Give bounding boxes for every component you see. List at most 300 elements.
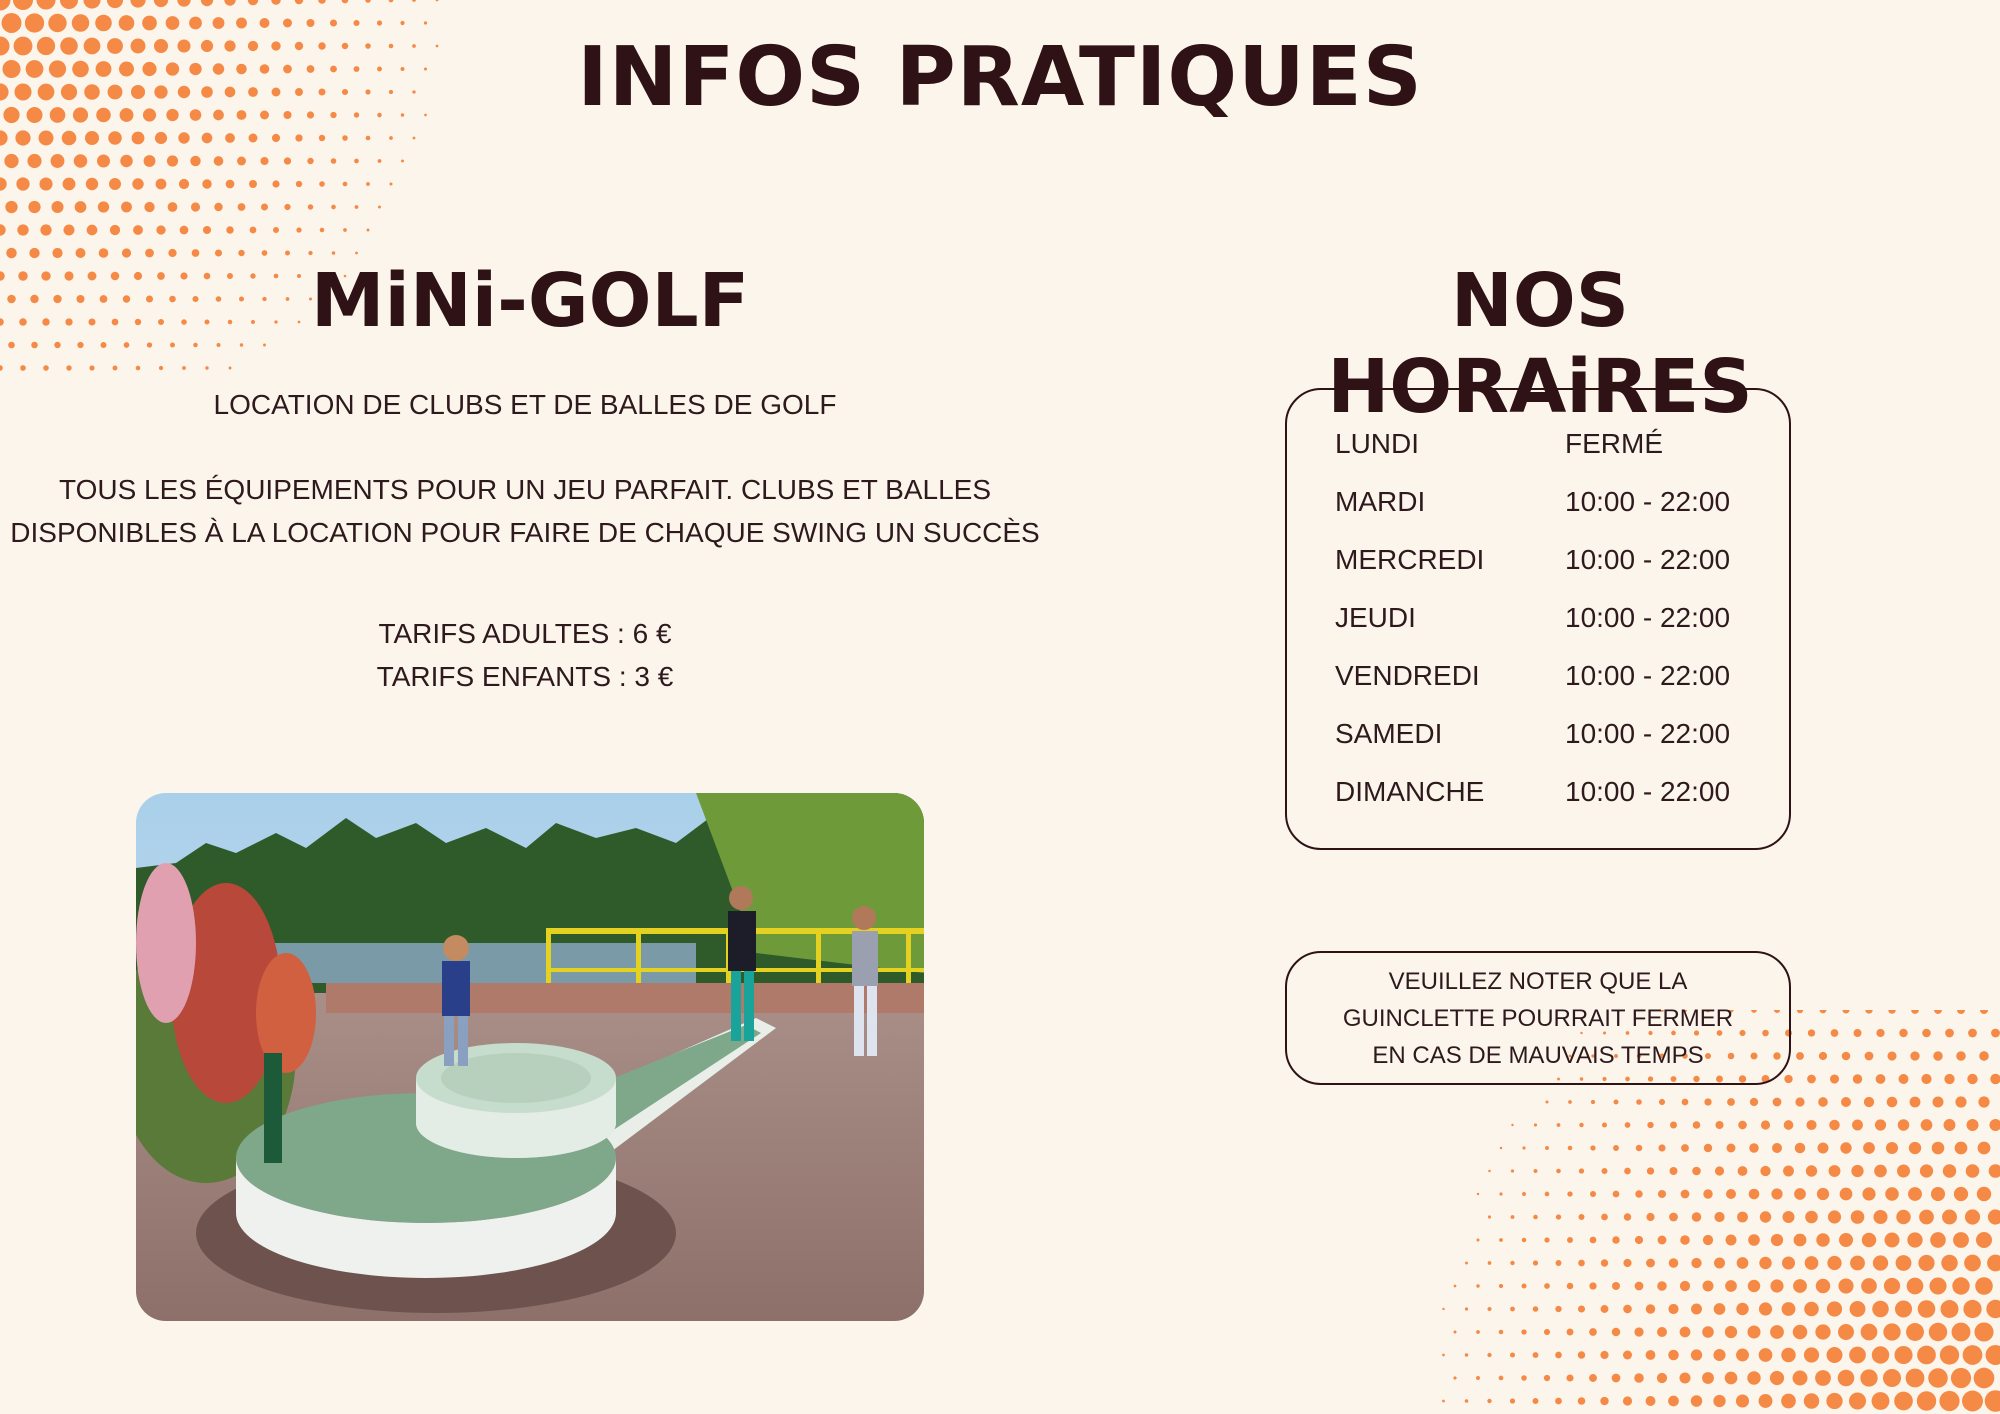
halftone-dot — [1533, 1352, 1539, 1358]
halftone-dot — [1907, 1278, 1924, 1295]
halftone-dot — [177, 0, 190, 7]
halftone-dot — [1612, 1236, 1619, 1243]
halftone-dot — [1883, 1323, 1900, 1340]
halftone-dot — [1884, 1278, 1900, 1294]
halftone-dot — [1545, 1146, 1549, 1150]
halftone-dot — [1940, 1345, 1959, 1364]
halftone-dot — [1838, 1278, 1853, 1293]
halftone-dot — [1851, 1210, 1865, 1224]
halftone-dot — [1533, 1398, 1539, 1404]
halftone-dot — [295, 0, 304, 4]
halftone-dot — [261, 203, 268, 210]
halftone-dot — [1715, 1121, 1723, 1129]
halftone-dot — [1601, 1214, 1608, 1221]
halftone-dot — [1702, 1326, 1714, 1338]
halftone-dot — [1976, 1232, 1992, 1248]
halftone-dot — [202, 133, 213, 144]
halftone-dot — [5, 201, 17, 213]
halftone-dot — [154, 0, 168, 7]
halftone-dot — [132, 132, 145, 145]
halftone-dot — [60, 0, 78, 9]
halftone-dot — [1613, 1145, 1619, 1151]
halftone-dot — [343, 182, 348, 187]
halftone-dot — [1807, 1075, 1816, 1084]
halftone-dot — [1759, 1302, 1772, 1315]
halftone-dot — [229, 367, 232, 370]
halftone-dot — [130, 0, 145, 8]
halftone-dot — [1962, 1391, 1983, 1412]
halftone-dot — [1957, 1010, 1965, 1014]
halftone-dot — [1600, 1397, 1608, 1405]
halftone-dot — [111, 272, 120, 281]
halftone-dot — [1534, 1123, 1537, 1126]
description-line-2: DISPONIBLES À LA LOCATION POUR FAIRE DE CHAQUE SWING UN SUCCÈS — [10, 517, 1040, 548]
halftone-dot — [1737, 1257, 1749, 1269]
halftone-dot — [1590, 1237, 1597, 1244]
halftone-dot — [86, 178, 98, 190]
halftone-dot — [1522, 1146, 1525, 1149]
halftone-dot — [1601, 1259, 1608, 1266]
halftone-dot — [41, 271, 50, 280]
halftone-dot — [1499, 1376, 1504, 1381]
halftone-dot — [1930, 1232, 1946, 1248]
halftone-dot — [1861, 1278, 1877, 1294]
halftone-dot — [1781, 1348, 1795, 1362]
halftone-dot — [1805, 1211, 1818, 1224]
halftone-dot — [1910, 1051, 1919, 1060]
halftone-dot — [158, 319, 164, 325]
halftone-dot — [1895, 1300, 1912, 1317]
halftone-dot — [1782, 1256, 1795, 1269]
halftone-dot — [204, 273, 211, 280]
halftone-dot — [226, 180, 235, 189]
halftone-dot — [1579, 1168, 1584, 1173]
halftone-dot — [1896, 1255, 1912, 1271]
halftone-dot — [1557, 1123, 1561, 1127]
halftone-dot — [412, 0, 416, 2]
halftone-dot — [1623, 1396, 1632, 1405]
halftone-dot — [1737, 1212, 1748, 1223]
halftone-dot — [1510, 1261, 1514, 1265]
halftone-dot — [308, 204, 313, 209]
halftone-dot — [1727, 1098, 1735, 1106]
halftone-dot — [260, 18, 270, 28]
halftone-dot — [1804, 1393, 1819, 1408]
hours-time: 10:00 - 22:00 — [1565, 486, 1731, 517]
halftone-dot — [122, 248, 131, 257]
halftone-dot — [192, 249, 200, 257]
halftone-dot — [1680, 1327, 1691, 1338]
halftone-dot — [1911, 1010, 1919, 1014]
halftone-dot — [1861, 1324, 1878, 1341]
halftone-dot — [89, 365, 94, 370]
halftone-dot — [156, 179, 167, 190]
halftone-dot — [1941, 1300, 1959, 1318]
halftone-dot — [1853, 1074, 1862, 1083]
page-title: INFOS PRATIQUES — [577, 30, 1423, 125]
halftone-dot — [1920, 1164, 1933, 1177]
halftone-dot — [1967, 1074, 1977, 1084]
halftone-dot — [1534, 1169, 1538, 1173]
halftone-dot — [342, 0, 349, 3]
halftone-dot — [1872, 1392, 1890, 1410]
halftone-dot — [215, 249, 222, 256]
halftone-dot — [320, 228, 325, 233]
halftone-dot — [1865, 1052, 1874, 1061]
halftone-dot — [1921, 1074, 1931, 1084]
halftone-dot — [18, 271, 27, 280]
halftone-dot — [123, 295, 130, 302]
halftone-dot — [155, 132, 167, 144]
halftone-dot — [1747, 1371, 1760, 1384]
halftone-dot — [238, 250, 244, 256]
halftone-dot — [366, 182, 370, 186]
halftone-dot — [1692, 1212, 1702, 1222]
halftone-dot — [319, 181, 325, 187]
halftone-dot — [1487, 1307, 1491, 1311]
halftone-dot — [180, 272, 187, 279]
halftone-dot — [1827, 1347, 1843, 1363]
halftone-dot — [1691, 1304, 1702, 1315]
halftone-dot — [1939, 1391, 1959, 1411]
halftone-dot — [1556, 1214, 1561, 1219]
halftone-dot — [1566, 1374, 1573, 1381]
halftone-dot — [1487, 1399, 1491, 1403]
halftone-dot — [135, 319, 141, 325]
halftone-dot — [1693, 1121, 1701, 1129]
halftone-dot — [1692, 1167, 1701, 1176]
halftone-dot — [250, 273, 255, 278]
halftone-dot — [1702, 1372, 1714, 1384]
halftone-dot — [228, 320, 233, 325]
halftone-dot — [1602, 1122, 1607, 1127]
halftone-dot — [365, 0, 371, 3]
halftone-dot — [1873, 1255, 1888, 1270]
halftone-dot — [1670, 1122, 1677, 1129]
halftone-dot — [1942, 1210, 1957, 1225]
halftone-dot — [1635, 1190, 1642, 1197]
halftone-dot — [1897, 1165, 1910, 1178]
halftone-dot — [274, 274, 279, 279]
halftone-dot — [1646, 1304, 1655, 1313]
halftone-dot — [249, 180, 257, 188]
halftone-dot — [1978, 1096, 1989, 1107]
halftone-dot — [273, 227, 279, 233]
price-adults: TARIFS ADULTES : 6 € — [378, 618, 672, 649]
notice-line-2: GUINCLETTE POURRAIT FERMER — [1342, 1004, 1734, 1032]
halftone-dot — [1476, 1330, 1480, 1334]
halftone-dot — [74, 154, 87, 167]
halftone-dot — [1850, 1256, 1865, 1271]
halftone-dot — [99, 248, 109, 258]
halftone-dot — [1872, 1346, 1889, 1363]
halftone-dot — [237, 157, 246, 166]
halftone-dot — [182, 366, 186, 370]
halftone-dot — [16, 177, 29, 190]
halftone-dot — [0, 0, 11, 11]
halftone-dot — [1804, 1347, 1819, 1362]
halftone-dot — [1978, 1142, 1991, 1155]
halftone-dot — [63, 178, 76, 191]
halftone-dot — [1819, 1052, 1827, 1060]
halftone-dot — [225, 133, 235, 143]
halftone-dot — [1908, 1187, 1922, 1201]
halftone-dot — [1782, 1211, 1794, 1223]
halftone-dot — [17, 224, 28, 235]
halftone-dot — [202, 179, 211, 188]
halftone-dot — [1500, 1147, 1503, 1150]
halftone-dot — [1932, 1096, 1943, 1107]
halftone-dot — [1831, 1029, 1839, 1037]
halftone-dot — [319, 135, 325, 141]
halftone-dot — [0, 224, 6, 235]
halftone-dot — [1862, 1187, 1875, 1200]
halftone-dot — [1578, 1305, 1585, 1312]
mini-golf-course-photo-icon — [136, 793, 924, 1321]
halftone-dot — [193, 343, 197, 347]
halftone-dot — [1986, 1345, 2000, 1365]
notice-line-3: EN CAS DE MAUVAIS TEMPS — [1372, 1041, 1704, 1069]
halftone-dot — [1842, 1052, 1851, 1061]
halftone-dot — [1578, 1260, 1585, 1267]
description-line-1: TOUS LES ÉQUIPEMENTS POUR UN JEU PARFAIT. CLUBS ET BALLES — [58, 474, 992, 505]
halftone-dot — [332, 251, 336, 255]
halftone-dot — [213, 17, 225, 29]
halftone-dot — [95, 15, 112, 32]
halftone-dot — [1657, 1373, 1667, 1383]
halftone-dot — [144, 155, 156, 167]
halftone-dot — [1691, 1395, 1703, 1407]
halftone-dot — [40, 224, 51, 235]
halftone-dot — [1841, 1097, 1851, 1107]
halftone-dot — [1567, 1283, 1574, 1290]
halftone-dot — [1804, 1302, 1819, 1317]
halftone-dot — [1885, 1187, 1899, 1201]
halftone-dot — [1829, 1165, 1841, 1177]
halftone-dot — [1796, 1052, 1804, 1060]
halftone-dot — [307, 158, 313, 164]
halftone-dot — [133, 225, 143, 235]
halftone-dot — [1862, 1233, 1876, 1247]
halftone-dot — [1808, 1029, 1815, 1036]
halftone-dot — [76, 295, 84, 303]
halftone-dot — [39, 131, 54, 146]
halftone-dot — [1669, 1258, 1679, 1268]
hours-day: MERCREDI — [1335, 544, 1485, 575]
halftone-dot — [354, 159, 359, 164]
halftone-dot — [1567, 1329, 1574, 1336]
halftone-dot — [54, 342, 60, 348]
halftone-dot — [1781, 1394, 1796, 1409]
hours-row — [1335, 428, 1775, 468]
halftone-dot — [42, 318, 49, 325]
halftone-dot — [1917, 1391, 1936, 1410]
halftone-dot — [1771, 1234, 1783, 1246]
halftone-dot — [1670, 1167, 1678, 1175]
halftone-dot — [1896, 1210, 1910, 1224]
halftone-dot — [119, 15, 135, 31]
halftone-dot — [1612, 1328, 1620, 1336]
halftone-dot — [1714, 1303, 1726, 1315]
halftone-dot — [285, 250, 290, 255]
halftone-dot — [308, 251, 312, 255]
halftone-dot — [1829, 1120, 1840, 1131]
halftone-dot — [1760, 1166, 1770, 1176]
halftone-dot — [251, 320, 255, 324]
halftone-dot — [157, 272, 165, 280]
halftone-dot — [1725, 1326, 1737, 1338]
halftone-dot — [1725, 1280, 1737, 1292]
halftone-dot — [1510, 1352, 1515, 1357]
halftone-dot — [1865, 1010, 1872, 1014]
halftone-dot — [1934, 1010, 1942, 1014]
halftone-dot — [1442, 1308, 1444, 1310]
halftone-dot — [226, 226, 233, 233]
halftone-dot — [110, 225, 120, 235]
halftone-dot — [1736, 1303, 1748, 1315]
halftone-dot — [13, 0, 33, 10]
halftone-dot — [1874, 1165, 1887, 1178]
halftone-dot — [1545, 1192, 1550, 1197]
halftone-dot — [1533, 1260, 1538, 1265]
price-children: TARIFS ENFANTS : 3 € — [376, 661, 674, 692]
halftone-dot — [1761, 1120, 1770, 1129]
halftone-dot — [112, 319, 119, 326]
halftone-dot — [1612, 1374, 1621, 1383]
halftone-dot — [1591, 1100, 1595, 1104]
halftone-dot — [1555, 1306, 1561, 1312]
halftone-dot — [1488, 1170, 1491, 1173]
halftone-dot — [1909, 1142, 1921, 1154]
halftone-dot — [238, 203, 246, 211]
halftone-dot — [1931, 1187, 1945, 1201]
halftone-dot — [1885, 1233, 1900, 1248]
halftone-dot — [1943, 1164, 1956, 1177]
halftone-dot — [168, 202, 178, 212]
halftone-dot — [1669, 1213, 1678, 1222]
halftone-dot — [272, 180, 279, 187]
halftone-dot — [216, 296, 222, 302]
halftone-dot — [156, 225, 165, 234]
halftone-dot — [1899, 1074, 1909, 1084]
halftone-dot — [1830, 1074, 1839, 1083]
halftone-dot — [1476, 1284, 1479, 1287]
halftone-dot — [377, 20, 382, 25]
hours-time: 10:00 - 22:00 — [1565, 776, 1731, 807]
halftone-dot — [1864, 1097, 1874, 1107]
halftone-dot — [1657, 1327, 1667, 1337]
halftone-dot — [1991, 1029, 2000, 1038]
halftone-dot — [1876, 1029, 1884, 1037]
halftone-dot — [1600, 1351, 1608, 1359]
halftone-dot — [1682, 1099, 1689, 1106]
halftone-dot — [64, 225, 75, 236]
halftone-dot — [1510, 1398, 1515, 1403]
halftone-dot — [1815, 1324, 1830, 1339]
halftone-dot — [1974, 1368, 1995, 1389]
halftone-dot — [1748, 1234, 1760, 1246]
halftone-dot — [1873, 1210, 1887, 1224]
halftone-dot — [272, 134, 280, 142]
halftone-dot — [51, 154, 65, 168]
hours-row — [1335, 776, 1775, 816]
halftone-dot — [1715, 1166, 1724, 1175]
halftone-dot — [343, 228, 347, 232]
halftone-dot — [1511, 1215, 1515, 1219]
halftone-dot — [1894, 1392, 1913, 1411]
halftone-dot — [239, 297, 244, 302]
halftone-dot — [1681, 1190, 1690, 1199]
halftone-dot — [1793, 1371, 1808, 1386]
halftone-dot — [1601, 1305, 1609, 1313]
halftone-dot — [1747, 1325, 1760, 1338]
halftone-dot — [87, 225, 98, 236]
halftone-dot — [1625, 1122, 1631, 1128]
halftone-dot — [1556, 1260, 1562, 1266]
halftone-dot — [1713, 1349, 1725, 1361]
halftone-dot — [1886, 1142, 1898, 1154]
halftone-dot — [1977, 1187, 1991, 1201]
halftone-dot — [1899, 1029, 1907, 1037]
halftone-dot — [1840, 1188, 1853, 1201]
halftone-dot — [400, 21, 404, 25]
halftone-dot — [1795, 1097, 1804, 1106]
halftone-dot — [1668, 1304, 1678, 1314]
halftone-dot — [1944, 1074, 1954, 1084]
hours-time: 10:00 - 22:00 — [1565, 602, 1731, 633]
halftone-dot — [144, 202, 154, 212]
halftone-dot — [77, 342, 83, 348]
halftone-dot — [1989, 1119, 2000, 1131]
halftone-dot — [1465, 1262, 1468, 1265]
halftone-dot — [1941, 1255, 1958, 1272]
halftone-dot — [248, 0, 258, 5]
halftone-dot — [274, 320, 277, 323]
halftone-dot — [1738, 1166, 1748, 1176]
weather-notice — [1285, 951, 1791, 1085]
halftone-dot — [217, 343, 221, 347]
halftone-dot — [1759, 1257, 1771, 1269]
halftone-dot — [1589, 1282, 1596, 1289]
halftone-dot — [1888, 1010, 1896, 1014]
halftone-dot — [27, 154, 41, 168]
halftone-dot — [1876, 1074, 1886, 1084]
halftone-dot — [1772, 1143, 1782, 1153]
halftone-dot — [53, 295, 61, 303]
halftone-dot — [88, 318, 95, 325]
halftone-dot — [1770, 1279, 1783, 1292]
halftone-dot — [436, 0, 439, 1]
halftone-dot — [1555, 1398, 1562, 1405]
halftone-dot — [19, 318, 27, 326]
halftone-dot — [1589, 1374, 1597, 1382]
halftone-dot — [318, 0, 326, 4]
halftone-dot — [1840, 1142, 1851, 1153]
halftone-dot — [1966, 1164, 1980, 1178]
hours-day: MARDI — [1335, 486, 1426, 517]
halftone-dot — [378, 159, 382, 163]
halftone-dot — [107, 0, 123, 8]
halftone-dot — [1704, 1144, 1712, 1152]
halftone-dot — [1634, 1327, 1643, 1336]
halftone-dot — [28, 201, 40, 213]
halftone-dot — [1702, 1280, 1713, 1291]
halftone-dot — [227, 273, 233, 279]
halftone-dot — [263, 344, 266, 347]
hours-day: JEUDI — [1335, 602, 1416, 633]
halftone-dot — [136, 366, 141, 371]
halftone-dot — [240, 343, 243, 346]
